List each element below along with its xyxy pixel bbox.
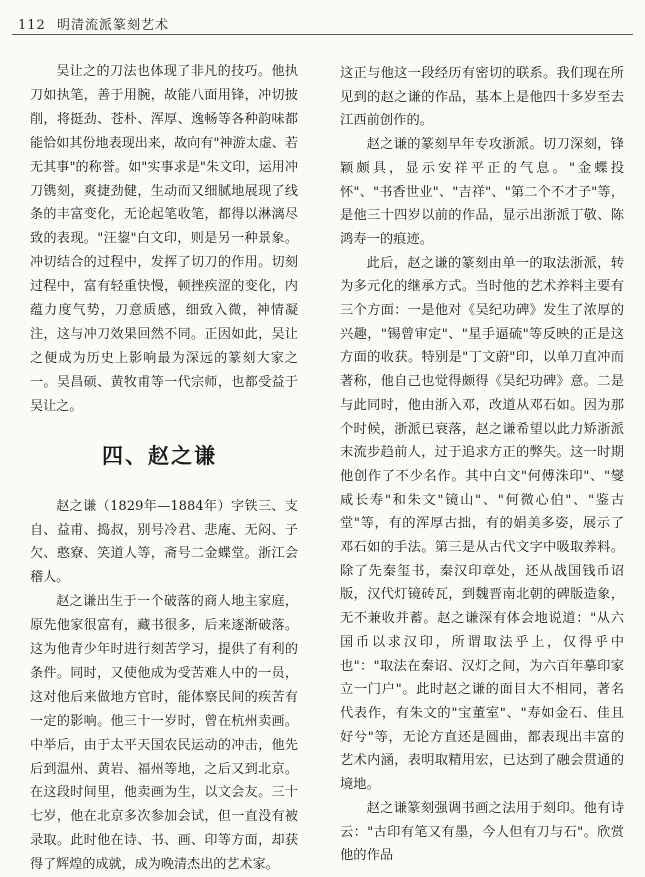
right-column xyxy=(340,62,624,868)
paragraph: 此后，赵之谦的篆刻由单一的取法浙派，转为多元化的继承方式。当时他的艺术养料主要有三个方面：一是他对《吴纪功碑》发生了浓厚的兴趣，"锡曾审定"、"星手逼硫"等反映的正是这方面的收获。特别是"丁文蔚"印，以单刀直冲而著称，他自己也觉得颇得《吴纪功碑》意。二是与此同时，他由浙入邓，改道从邓石如。因为那个时候，浙派已衰落，赵之谦希望以此力矫浙派末流步趋前人，过于追求方正的弊失。这一时期他创作了不少名作。其中白文"何傅洙印"、"燮咸长寿"和朱文"镜山"、"何微心伯"、"鉴古堂"等，有的浑厚古拙，有的娟美多姿，展示了邓石如的手法。第三是从古代文字中吸取养料。除了先秦玺书，秦汉印章处，还从战国钱币诏版，汉代灯镜砖瓦，到魏晋南北朝的碑版造象，无不兼收并蓄。赵之谦深有体会地说道："从六国币以求汉印，所谓取法乎上，仅得乎中也"："取法在秦诏、汉灯之间，为六百年摹印家立一门户"。此时赵之谦的面目大不相同，著名代表作，有朱文的"宝董室"、"寿如金石、佳且好兮"等，无论方直还是圆曲，都表现出丰富的艺术内涵，表明取精用宏，已达到了融会贯通的境地。 xyxy=(340,255,624,793)
paragraph: 赵之谦（1829年—1884年）字铁三、支自、益甫、捣叔，别号冷君、悲庵、无闷、子欠、憨寮、笑道人等，斋号二金蝶堂。浙江会稽人。 xyxy=(30,498,298,586)
page-number: 112 xyxy=(18,18,46,33)
paragraph: 赵之谦的篆刻早年专攻浙派。切刀深刻，锋颖颇具，显示安祥平正的气息。"金蝶投怀"、"书香世业"、"吉祥"、"第二个不才子"等，是他三十四岁以前的作品，显示出浙派丁敬、陈鸿寿一的痕迹。 xyxy=(340,137,624,247)
section-title: 四、赵之谦 xyxy=(102,442,217,468)
paragraph: 吴让之的刀法也体现了非凡的技巧。他执刀如执笔，善于用腕，故能八面用锋，冲切披削，将挺劲、苍朴、浑厚、逸畅等各种韵味都能恰如其份地表现出来，故向有"神游太虚、若无其事"的称誉。如"实事求是"朱文印，运用冲刀镌刻，爽捷劲健，生动而又细腻地展现了线条的丰富变化，无论起笔收笔，都得以淋漓尽致的表现。"汪鋆"白文印，则是另一种景象。冲切结合的过程中，发挥了切刀的作用。切刻过程中，富有轻重快慢，顿挫疾涩的变化，内蕴力度气势，刀意质感，细致入微，神情凝注，这与冲刀效果回然不同。正因如此，吴让之便成为历史上影响最为深远的篆刻大家之一。吴昌硕、黄牧甫等一代宗师，也都受益于吴让之。 xyxy=(30,64,298,414)
paragraph: 赵之谦出生于一个破落的商人地主家庭，原先他家很富有，藏书很多，后来逐渐破落。这为他青少年时进行刻苦学习，提供了有利的条件。同时，又使他成为受苦难人中的一员，这对他后来做地方官时，能体察民间的疾苦有一定的影响。他三十一岁时，曾在杭州卖画。中举后，由于太平天国农民运动的冲击，他先后到温州、黄岩、福州等地，之后又到北京。在这段时间里，他卖画为生，以文会友。三十七岁，他在北京多次参加会试，但一直没有被录取。此时他在诗、书、画、印等方面，却获得了辉煌的成就，成为晚清杰出的艺术家。 xyxy=(30,594,298,873)
paragraph: 这正与他这一段经历有密切的联系。我们现在所见到的赵之谦的作品，基本上是他四十多岁至去江西前创作的。 xyxy=(340,66,624,129)
header-rule xyxy=(12,34,633,35)
left-column xyxy=(30,60,298,877)
paragraph: 赵之谦篆刻强调书画之法用于刻印。他有诗云："古印有笔又有墨，今人但有刀与石"。欣赏他的作品 xyxy=(340,800,624,864)
book-title: 明清流派篆刻艺术 xyxy=(56,18,169,33)
running-head xyxy=(18,14,169,33)
